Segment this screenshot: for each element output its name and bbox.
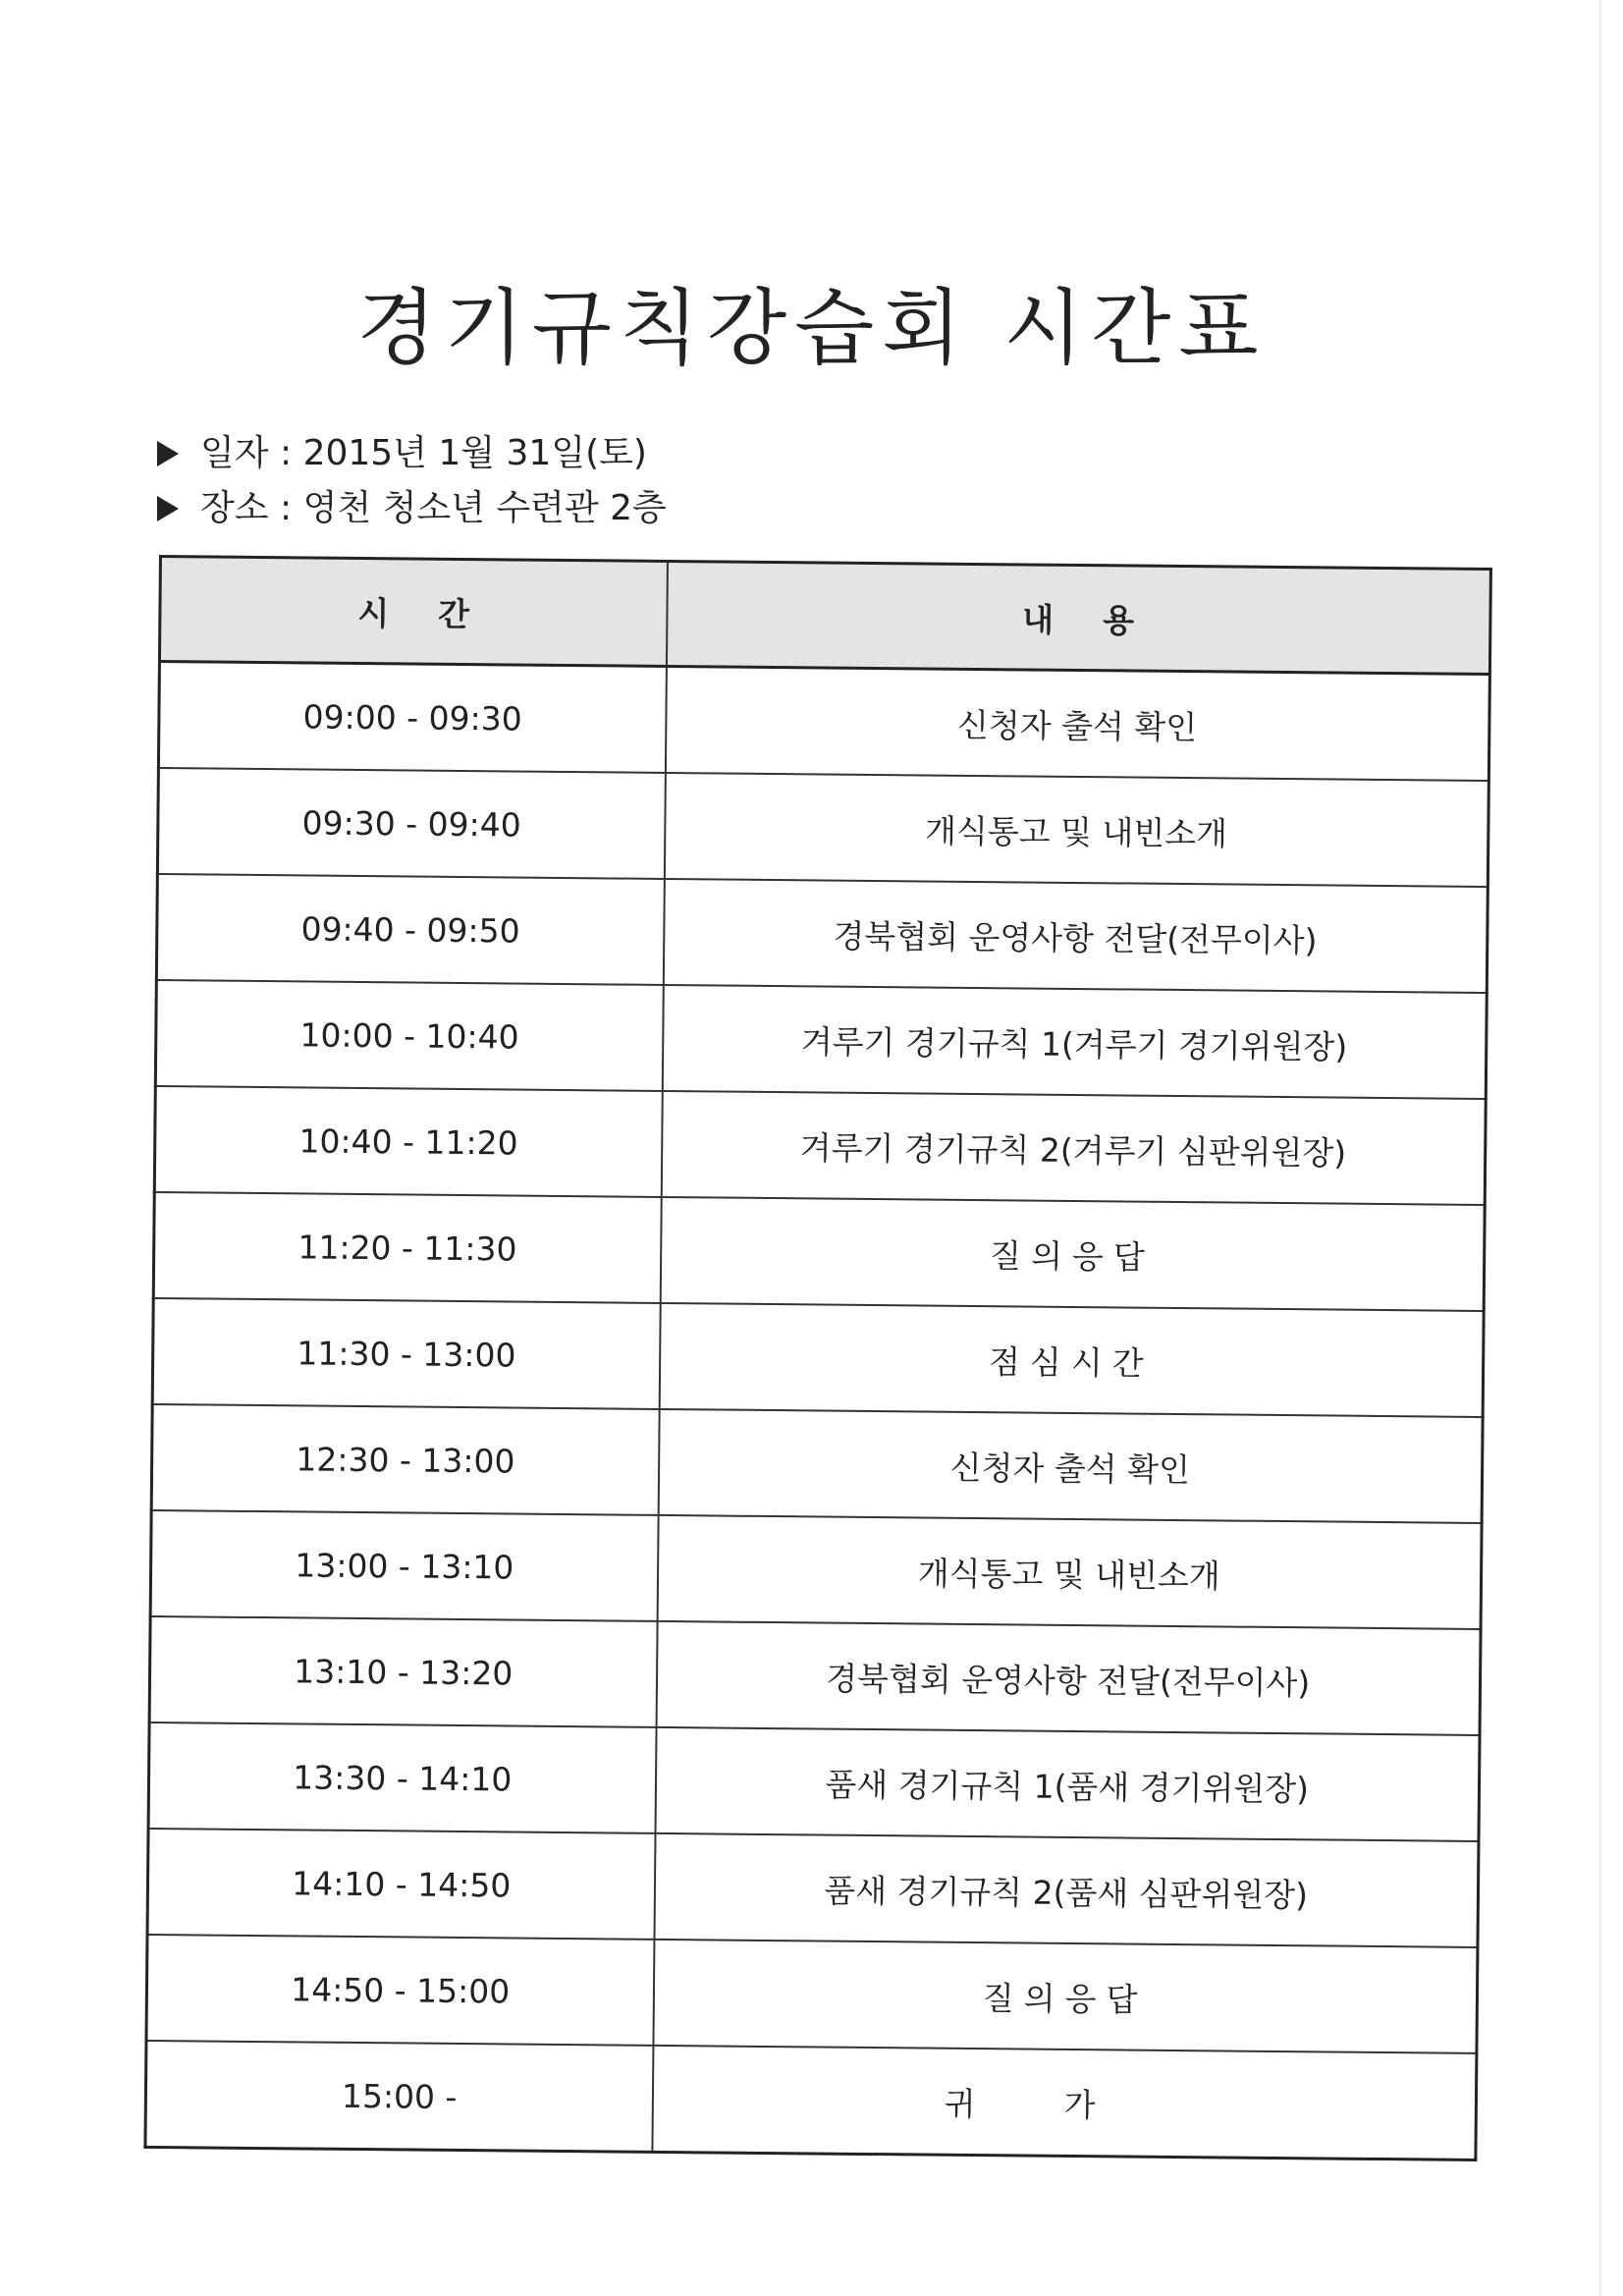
table-row [147,1829,1479,1947]
content-cell: 귀가 [652,2046,1477,2160]
time-cell: 09:30 - 09:40 [157,768,665,879]
time-cell: 13:30 - 14:10 [148,1722,656,1833]
time-cell: 11:30 - 13:00 [152,1298,660,1409]
content-cell: 질의응답 [660,1197,1485,1311]
table-row [152,1298,1484,1417]
table-row [149,1616,1481,1735]
info-date [157,432,647,475]
info-place-text: 장소 : 영천 청소년 수련관 2층 [200,488,667,528]
time-cell: 13:00 - 13:10 [150,1510,658,1621]
info-date-text: 일자 : 2015년 1월 31일(토) [200,433,647,473]
time-cell: 12:30 - 13:00 [151,1404,659,1515]
content-cell: 질의응답 [653,1940,1478,2053]
time-cell: 14:50 - 15:00 [146,1935,654,2046]
content-cell: 품새 경기규칙 2(품새 심판위원장) [654,1833,1479,1947]
content-cell: 신청자 출석 확인 [665,666,1489,781]
time-cell: 10:00 - 10:40 [155,980,663,1091]
content-cell: 점심시간 [659,1303,1484,1417]
time-cell: 09:40 - 09:50 [156,874,664,985]
triangle-bullet-icon [157,441,179,466]
time-cell: 11:20 - 11:30 [153,1192,661,1303]
content-cell: 경북협회 운영사항 전달(전무이사) [656,1621,1481,1735]
header-content: 내용 [666,561,1490,674]
table-row [153,1192,1485,1311]
content-cell: 개식통고 및 내빈소개 [657,1515,1482,1629]
content-cell: 신청자 출석 확인 [658,1409,1483,1523]
table-row [157,768,1488,887]
content-cell: 개식통고 및 내빈소개 [664,773,1488,887]
time-cell: 13:10 - 13:20 [149,1616,657,1727]
header-time: 시간 [159,557,667,667]
table-header-row [159,557,1490,675]
time-cell: 14:10 - 14:50 [147,1829,655,1940]
table-row [155,980,1487,1099]
info-place [157,487,667,530]
table-row [158,662,1489,782]
schedule-table [143,555,1492,2161]
content-cell: 겨루기 경기규칙 2(겨루기 심판위원장) [661,1091,1486,1205]
content-cell: 품새 경기규칙 1(품새 경기위원장) [655,1727,1480,1841]
content-cell: 경북협회 운영사항 전달(전무이사) [663,879,1488,993]
table-row [146,1935,1478,2053]
table-row [156,874,1488,993]
time-cell: 15:00 - [145,2041,653,2152]
table-row [150,1510,1482,1629]
time-cell: 10:40 - 11:20 [154,1086,662,1197]
time-cell: 09:00 - 09:30 [158,662,666,773]
table-row [154,1086,1486,1205]
table-row [148,1722,1480,1841]
table-row [145,2041,1477,2160]
content-cell: 겨루기 경기규칙 1(겨루기 경기위원장) [662,985,1487,1099]
triangle-bullet-icon [157,496,179,521]
table-row [151,1404,1483,1523]
page-title: 경기규칙강습회 시간표 [356,280,1267,377]
